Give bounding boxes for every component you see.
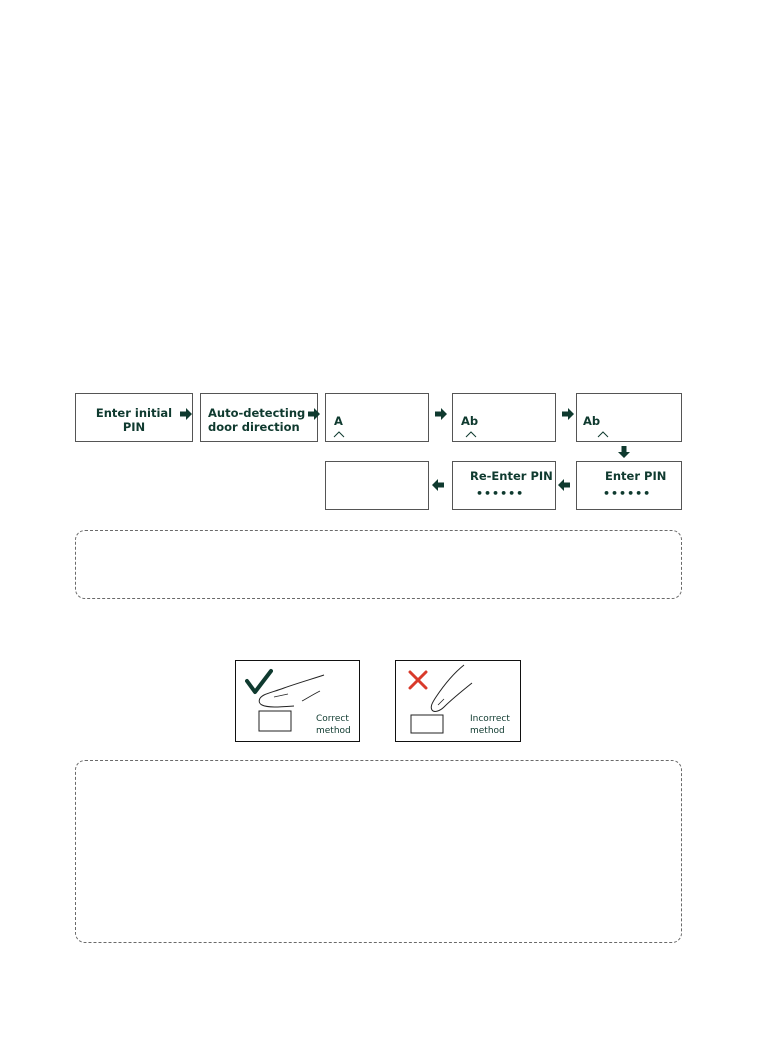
arrow-down-icon <box>618 446 630 458</box>
caption-line1: Incorrect <box>470 714 510 724</box>
caret-up-icon <box>465 430 477 438</box>
step-box-re-enter-pin <box>452 461 556 510</box>
note-box-2 <box>75 760 682 943</box>
step-title: Re-Enter PIN <box>470 469 553 483</box>
caption-line2: method <box>316 726 351 736</box>
input-text: Ab <box>461 414 479 428</box>
input-text: A <box>334 414 343 428</box>
arrow-right-icon <box>308 408 320 420</box>
caret-up-icon <box>333 430 345 438</box>
caption-line2: method <box>470 726 505 736</box>
arrow-left-icon <box>558 479 570 491</box>
pin-dots: •••••• <box>476 487 525 500</box>
correct-method-card <box>235 660 360 742</box>
note-box-1 <box>75 530 682 599</box>
arrow-left-icon <box>432 479 444 491</box>
step-label-line1: Auto-detecting <box>208 406 306 420</box>
step-box-a <box>325 393 429 442</box>
incorrect-method-card <box>395 660 521 742</box>
caption-line1: Correct <box>316 714 349 724</box>
step-box-enter-pin <box>576 461 682 510</box>
step-label-line1: Enter initial <box>95 406 173 420</box>
step-label-line2: door direction <box>208 420 300 434</box>
caret-up-icon <box>597 430 609 438</box>
step-label-line2: PIN <box>122 420 146 434</box>
step-box-ab-confirm <box>576 393 682 442</box>
step-title: Enter PIN <box>605 469 667 483</box>
step-box-enter-initial-pin <box>75 393 193 442</box>
arrow-right-icon <box>435 408 447 420</box>
arrow-right-icon <box>562 408 574 420</box>
pin-dots: •••••• <box>603 487 652 500</box>
step-box-auto-detecting <box>200 393 318 442</box>
step-box-done <box>325 461 429 510</box>
step-box-ab <box>452 393 556 442</box>
arrow-right-icon <box>180 408 192 420</box>
input-text: Ab <box>583 414 601 428</box>
